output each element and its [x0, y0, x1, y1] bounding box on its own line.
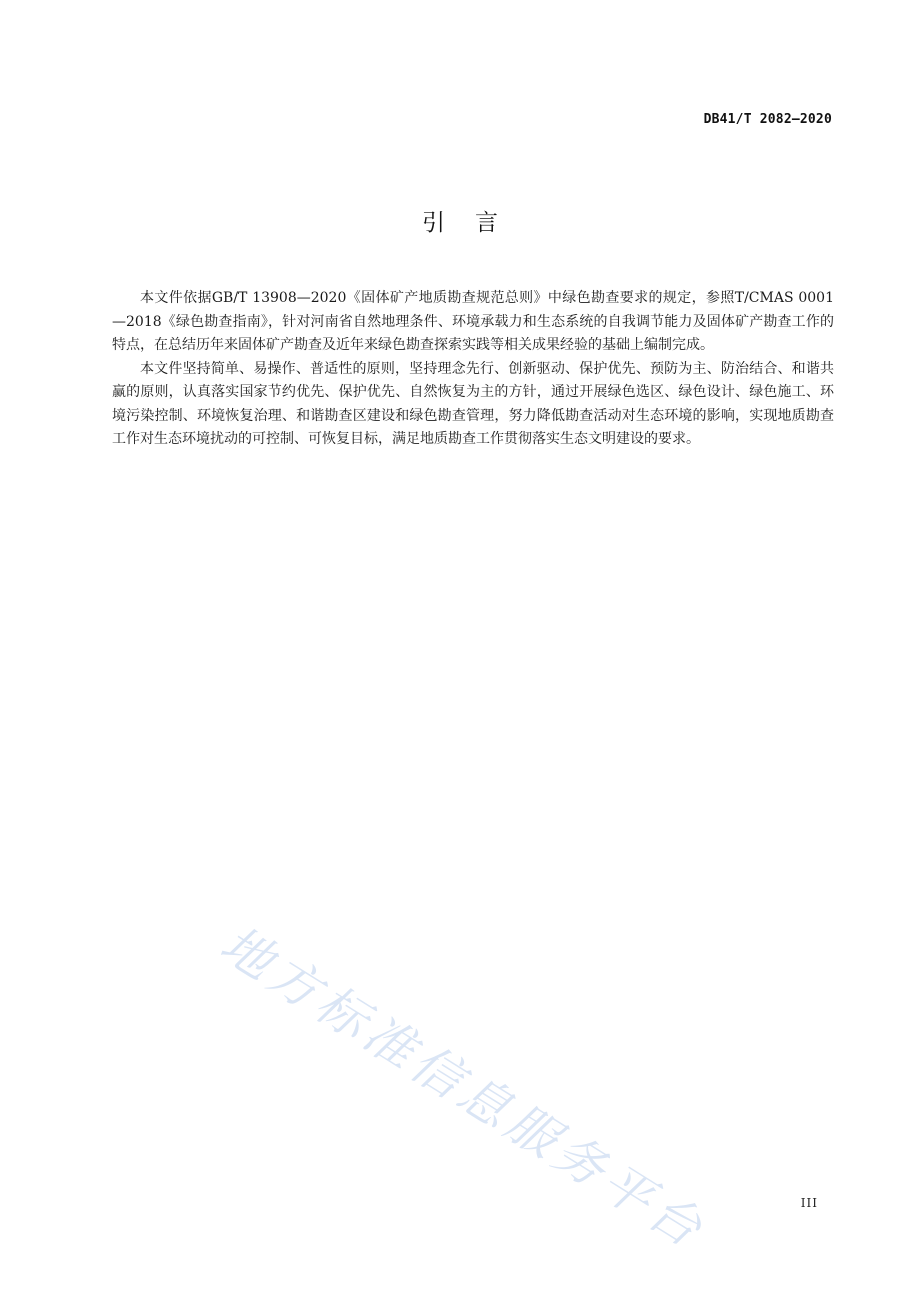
watermark-text: 地方标准信息服务平台	[210, 914, 717, 1261]
introduction-body	[112, 287, 834, 452]
title-char-1: 引	[422, 210, 445, 236]
paragraph-2: 本文件坚持简单、易操作、普适性的原则，坚持理念先行、创新驱动、保护优先、预防为主、防治结合、和谐共赢的原则，认真落实国家节约优先、保护优先、自然恢复为主的方针，通过开展绿色选区、绿色设计、绿色施工、环境污染控制、环境恢复治理、和谐勘查区建设和绿色勘查管理，努力降低勘查活动对生态环境的影响，实现地质勘查工作对生态环境扰动的可控制、可恢复目标，满足地质勘查工作贯彻落实生态文明建设的要求。	[112, 360, 834, 447]
page-number: III	[800, 1196, 818, 1210]
page-title	[0, 204, 920, 237]
standard-code: DB41/T 2082—2020	[703, 112, 832, 127]
paragraph-1: 本文件依据GB/T 13908—2020《固体矿产地质勘查规范总则》中绿色勘查要求的规定，参照T/CMAS 0001—2018《绿色勘查指南》，针对河南省自然地理条件、环境承载力和生态系统的自我调节能力及固体矿产勘查工作的特点，在总结历年来固体矿产勘查及近年来绿色勘查探索实践等相关成果经验的基础上编制完成。	[112, 290, 834, 353]
title-char-2: 言	[475, 210, 498, 236]
